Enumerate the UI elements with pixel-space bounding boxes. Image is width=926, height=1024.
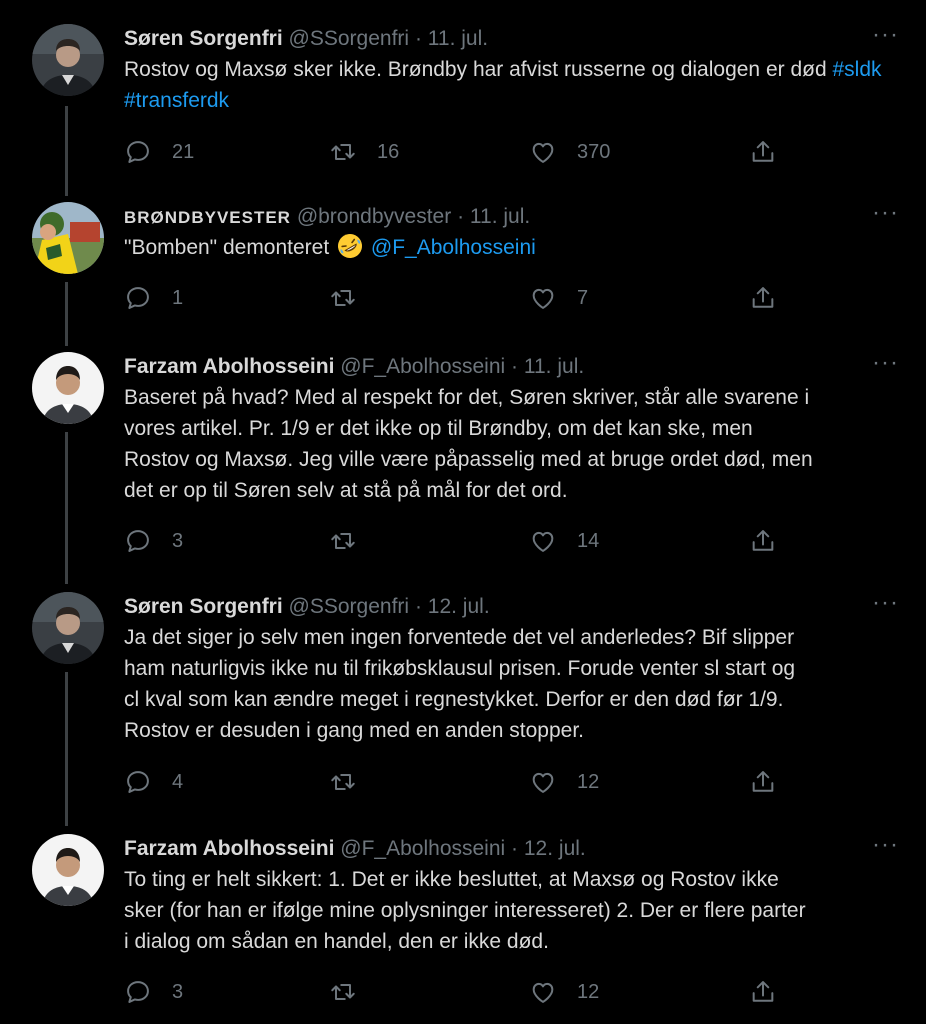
share-icon <box>749 768 777 796</box>
retweet-icon <box>329 978 357 1006</box>
tweet-text-line: cl kval som kan ændre meget i regnestykket. Derfor er den død før 1/9. <box>124 688 784 711</box>
avatar[interactable] <box>32 202 104 274</box>
share-icon <box>749 138 777 166</box>
tweet-header <box>124 202 530 232</box>
retweet-count: 16 <box>377 140 400 163</box>
reply-icon <box>124 768 152 796</box>
reply-button[interactable] <box>124 136 194 168</box>
author-handle[interactable]: @F_Abolhosseini <box>340 355 506 378</box>
avatar[interactable] <box>32 24 104 96</box>
like-icon <box>529 527 557 555</box>
tweet-text-line: sker (for han er ifølge mine oplysninger interesseret) 2. Der er flere parter <box>124 899 806 922</box>
reply-count: 1 <box>172 286 184 309</box>
tweet-text <box>124 622 904 746</box>
hashtag-link[interactable]: #sldk <box>832 58 882 81</box>
share-icon <box>749 527 777 555</box>
retweet-button[interactable] <box>329 976 377 1008</box>
thread-connector <box>65 432 68 584</box>
tweet-text-line: Baseret på hvad? Med al respekt for det, Søren skriver, står alle svarene i <box>124 386 810 409</box>
retweet-icon <box>329 527 357 555</box>
tweet-header <box>124 352 584 382</box>
like-count: 12 <box>577 770 600 793</box>
avatar[interactable] <box>32 834 104 906</box>
author-name[interactable]: Farzam Abolhosseini <box>124 837 335 860</box>
author-name[interactable]: Søren Sorgenfri <box>124 595 283 618</box>
hashtag-link[interactable]: #transferdk <box>124 89 230 112</box>
tweet-date[interactable]: 12. jul. <box>427 595 490 618</box>
retweet-icon <box>329 138 357 166</box>
mention-link[interactable]: @F_Abolhosseini <box>370 236 536 259</box>
reply-icon <box>124 978 152 1006</box>
reply-button[interactable] <box>124 766 183 798</box>
tweet-text-line: ham naturligvis ikke nu til frikøbsklausul prisen. Forude venter sl start og <box>124 657 796 680</box>
tweet-text-line: i dialog om sådan en handel, den er ikke død. <box>124 930 549 953</box>
tweet-header <box>124 592 490 622</box>
reply-count: 21 <box>172 140 195 163</box>
like-icon <box>529 138 557 166</box>
reply-count: 3 <box>172 980 184 1003</box>
tweet-date[interactable]: 11. jul. <box>523 355 585 378</box>
tweet-text-line: Rostov er desuden i gang med en anden stopper. <box>124 719 584 742</box>
share-button[interactable] <box>749 282 797 314</box>
like-icon <box>529 768 557 796</box>
tweet-text-line: To ting er helt sikkert: 1. Det er ikke besluttet, at Maxsø og Rostov ikke <box>124 868 779 891</box>
reply-icon <box>124 284 152 312</box>
tweet-text <box>124 382 904 506</box>
like-count: 370 <box>577 140 611 163</box>
tweet-date[interactable]: 12. jul. <box>523 837 586 860</box>
reply-icon <box>124 138 152 166</box>
author-name[interactable]: BRØNDBYVESTER <box>124 208 291 227</box>
avatar[interactable] <box>32 352 104 424</box>
author-name[interactable]: Farzam Abolhosseini <box>124 355 335 378</box>
retweet-button[interactable] <box>329 525 377 557</box>
author-name[interactable]: Søren Sorgenfri <box>124 27 283 50</box>
tweet-text-content: "Bomben" demonteret <box>124 236 330 259</box>
like-count: 14 <box>577 529 600 552</box>
author-handle[interactable]: @SSorgenfri <box>288 595 410 618</box>
retweet-icon <box>329 284 357 312</box>
like-button[interactable] <box>529 136 610 168</box>
more-icon[interactable]: ··· <box>872 199 899 226</box>
action-bar <box>124 136 784 168</box>
tweet-text-content: Rostov og Maxsø sker ikke. Brøndby har afvist russerne og dialogen er død <box>124 58 827 81</box>
tweet-text-line: vores artikel. Pr. 1/9 er det ikke op til Brøndby, om det kan ske, men <box>124 417 753 440</box>
action-bar <box>124 766 784 798</box>
thread-connector <box>65 282 68 346</box>
like-button[interactable] <box>529 976 599 1008</box>
like-icon <box>529 978 557 1006</box>
like-count: 7 <box>577 286 589 309</box>
tweet-text <box>124 864 904 957</box>
more-icon[interactable]: ··· <box>872 589 899 616</box>
more-icon[interactable]: ··· <box>872 21 899 48</box>
retweet-button[interactable] <box>329 136 399 168</box>
separator: · <box>457 205 465 228</box>
tweet-date[interactable]: 11. jul. <box>469 205 531 228</box>
author-handle[interactable]: @SSorgenfri <box>288 27 410 50</box>
retweet-button[interactable] <box>329 766 377 798</box>
separator: · <box>414 27 422 50</box>
reply-button[interactable] <box>124 976 183 1008</box>
like-button[interactable] <box>529 525 599 557</box>
share-button[interactable] <box>749 525 797 557</box>
separator: · <box>511 837 519 860</box>
more-icon[interactable]: ··· <box>872 349 899 376</box>
avatar[interactable] <box>32 592 104 664</box>
retweet-button[interactable] <box>329 282 377 314</box>
reply-icon <box>124 527 152 555</box>
thread-connector <box>65 106 68 196</box>
tweet-text-line: Rostov og Maxsø. Jeg ville være påpasselig med at bruge ordet død, men <box>124 448 813 471</box>
like-icon <box>529 284 557 312</box>
rolling-on-floor-laughing-emoji <box>337 233 363 259</box>
thread-connector <box>65 672 68 826</box>
more-icon[interactable]: ··· <box>872 831 899 858</box>
tweet-text <box>124 54 904 116</box>
like-count: 12 <box>577 980 600 1003</box>
share-icon <box>749 978 777 1006</box>
like-button[interactable] <box>529 766 599 798</box>
tweet-text-line: Ja det siger jo selv men ingen forventede det vel anderledes? Bif slipper <box>124 626 795 649</box>
reply-button[interactable] <box>124 282 183 314</box>
share-button[interactable] <box>749 136 797 168</box>
share-button[interactable] <box>749 976 797 1008</box>
author-handle[interactable]: @brondbyvester <box>296 205 452 228</box>
tweet-text-line: det er op til Søren selv at stå på mål for det ord. <box>124 479 568 502</box>
tweet-date[interactable]: 11. jul. <box>427 27 489 50</box>
share-icon <box>749 284 777 312</box>
tweet-header <box>124 834 586 864</box>
separator: · <box>511 355 519 378</box>
retweet-icon <box>329 768 357 796</box>
reply-count: 4 <box>172 770 184 793</box>
separator: · <box>414 595 422 618</box>
tweet-text <box>124 232 904 263</box>
author-handle[interactable]: @F_Abolhosseini <box>340 837 506 860</box>
action-bar <box>124 976 784 1008</box>
tweet-header <box>124 24 488 54</box>
reply-button[interactable] <box>124 525 183 557</box>
reply-count: 3 <box>172 529 184 552</box>
action-bar <box>124 282 784 314</box>
action-bar <box>124 525 784 557</box>
like-button[interactable] <box>529 282 588 314</box>
share-button[interactable] <box>749 766 797 798</box>
